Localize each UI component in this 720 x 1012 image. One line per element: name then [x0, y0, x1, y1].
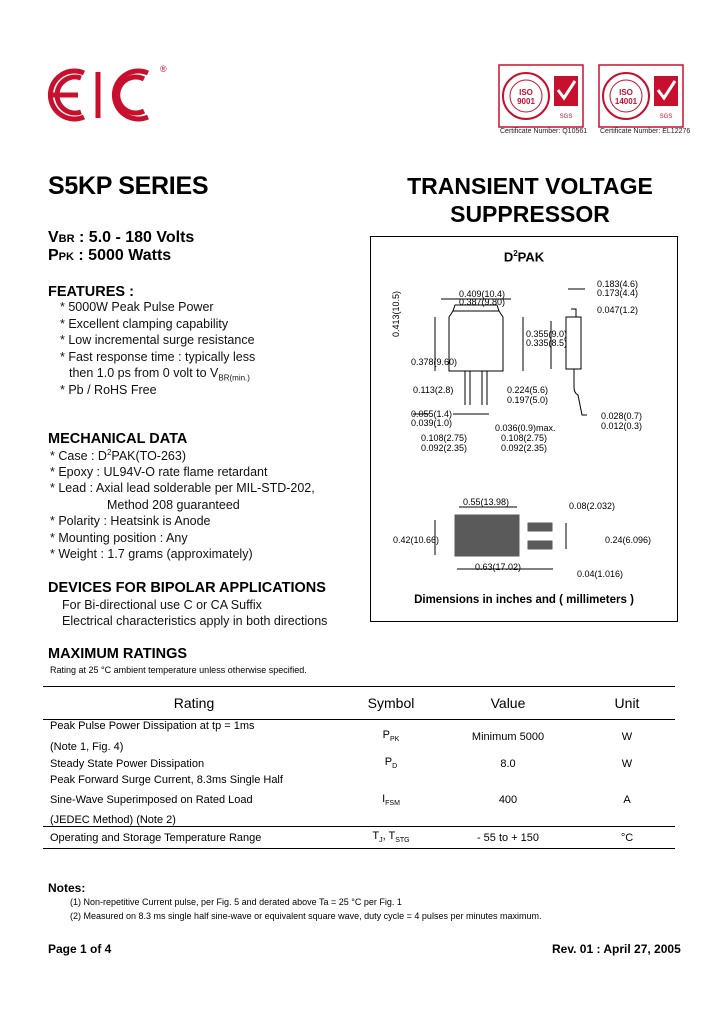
package-name: $D^2PAK$	[503, 249, 545, 265]
mechanical-item: * Polarity : Heatsink is Anode	[50, 514, 211, 528]
table-row	[43, 827, 675, 849]
bipolar-heading: DEVICES FOR BIPOLAR APPLICATIONS	[48, 580, 326, 596]
revision: Rev. 01 : April 27, 2005	[552, 942, 681, 956]
header-symbol: Symbol	[345, 687, 437, 720]
mechanical-item: * Lead : Axial lead solderable per MIL-STD-202,	[50, 481, 315, 495]
table-header-row	[43, 687, 675, 720]
features-heading: FEATURES :	[48, 284, 134, 300]
page-number: Page 1 of 4	[48, 942, 112, 956]
bipolar-line: For Bi-directional use C or CA Suffix	[62, 598, 262, 612]
dim-label: 0.197(5.0)	[507, 395, 549, 405]
feature-item: * Excellent clamping capability	[60, 317, 229, 331]
unit-cell: °C	[579, 827, 675, 849]
value-cell: - 55 to + 150	[437, 827, 579, 849]
dim-label: 0.355(9.0)	[526, 329, 568, 339]
dim-label: 0.08(2.032)	[569, 501, 616, 511]
dim-label: 0.387(9.80)	[459, 297, 506, 307]
dim-label: 0.108(2.75)	[501, 433, 548, 443]
iso-14001-seal	[598, 64, 684, 138]
dim-label: 0.42(10.66)	[393, 535, 440, 545]
svg-text:SGS: SGS	[659, 114, 673, 120]
feature-item: * Fast response time : typically less	[60, 350, 256, 364]
table-row	[43, 720, 675, 754]
ratings-table	[43, 686, 675, 849]
dim-label: 0.378(9.60)	[411, 357, 458, 367]
note-2: (2) Measured on 8.3 ms single half sine-wave or equivalent square wave, duty cycle = 4 pulses per minutes maximum.	[70, 911, 542, 921]
unit-cell: A	[623, 794, 631, 806]
value-cell: 8.0	[500, 757, 516, 770]
dim-label: 0.04(1.016)	[577, 569, 624, 579]
dim-label: 0.24(6.096)	[605, 535, 652, 545]
dim-label: 0.113(2.8)	[413, 385, 454, 395]
eic-logo	[40, 64, 180, 124]
table-row	[43, 774, 675, 827]
dimensions-caption: Dimensions in inches and ( millimeters )	[414, 594, 634, 606]
dim-label: 0.413(10.5)	[391, 290, 401, 337]
dim-label: 0.108(2.75)	[421, 433, 468, 443]
svg-text:9001: 9001	[517, 97, 535, 106]
series-title: S5KP SERIES	[48, 172, 209, 200]
dim-label: 0.409(10.4)	[459, 289, 506, 299]
header-unit: Unit	[579, 687, 675, 720]
dim-label: 0.047(1.2)	[597, 305, 639, 315]
dim-label: 0.173(4.4)	[597, 288, 639, 298]
rating-cell: Peak Pulse Power Dissipation at tp = 1ms (Note 1, Fig. 4)	[50, 720, 255, 753]
rating-cell: Steady State Power Dissipation	[50, 757, 205, 770]
symbol-cell: $P_D$	[384, 756, 398, 771]
header-value: Value	[437, 687, 579, 720]
svg-text:ISO: ISO	[519, 88, 533, 97]
rohs-item: * Pb / RoHS Free	[60, 383, 157, 397]
iso-9001-seal	[498, 64, 584, 138]
feature-item: * Low incremental surge resistance	[60, 333, 255, 347]
feature-item: * 5000W Peak Pulse Power	[60, 300, 214, 314]
unit-cell: W	[621, 757, 633, 770]
mechanical-item: * Mounting position : Any	[50, 531, 188, 545]
dim-label: 0.092(2.35)	[421, 443, 468, 453]
table-row	[43, 753, 675, 774]
header-rating: Rating	[43, 687, 345, 720]
mechanical-item: * Weight : 1.7 grams (approximately)	[50, 547, 253, 561]
dim-label: 0.055(1.4)	[411, 409, 453, 419]
ppk-spec: PPK : 5000 Watts	[48, 247, 172, 264]
dim-label: 0.036(0.9)max.	[495, 423, 556, 433]
note-1: (1) Non-repetitive Current pulse, per Fig. 5 and derated above Ta = 25 °C per Fig. 1	[70, 897, 402, 907]
dim-label: 0.335(8.5)	[526, 338, 568, 348]
dim-label: 0.039(1.0)	[411, 418, 453, 428]
rating-cell: Operating and Storage Temperature Range	[43, 827, 345, 849]
value-cell: 400	[498, 794, 518, 806]
symbol-cell: $P_{PK}$	[382, 729, 400, 744]
cert-number-14001: Certificate Number: EL12276	[600, 128, 691, 135]
registered-mark: ®	[160, 64, 167, 74]
rating-cell: Peak Forward Surge Current, 8.3ms Single Half Sine-Wave Superimposed on Rated Load (JEDEC Method) (Note 2)	[50, 774, 283, 826]
symbol-cell: $I_{FSM}$	[382, 792, 400, 808]
dim-label: 0.012(0.3)	[601, 421, 643, 431]
package-drawing	[370, 236, 678, 622]
feature-item: then 1.0 ps from 0 volt to $V_{BR(min.)}$	[69, 366, 250, 383]
mechanical-item: Method 208 guaranteed	[107, 498, 240, 512]
svg-text:14001: 14001	[614, 97, 638, 106]
dim-label: 0.092(2.35)	[501, 443, 548, 453]
cert-number-9001: Certificate Number: Q10561	[500, 128, 588, 135]
notes-heading: Notes:	[48, 881, 86, 895]
mechanical-item: * Epoxy : UL94V-O rate flame retardant	[50, 465, 268, 479]
value-cell: Minimum 5000	[471, 730, 545, 743]
dim-label: 0.028(0.7)	[601, 411, 643, 421]
unit-cell: W	[621, 730, 633, 743]
ratings-heading: MAXIMUM RATINGS	[48, 646, 188, 662]
svg-text:ISO: ISO	[619, 88, 633, 97]
symbol-cell: $T_J$, $T_{STG}$	[345, 827, 437, 849]
dim-label: 0.55(13.98)	[463, 497, 510, 507]
svg-text:SGS: SGS	[559, 114, 573, 120]
dim-label: 0.183(4.6)	[597, 279, 639, 289]
ratings-note: Rating at 25 °C ambient temperature unless otherwise specified.	[50, 665, 307, 675]
device-type-title: TRANSIENT VOLTAGE SUPPRESSOR	[407, 173, 653, 227]
dim-label: 0.63(17.02)	[475, 562, 522, 572]
vbr-spec: VBR : 5.0 - 180 Volts	[48, 229, 195, 246]
mechanical-heading: MECHANICAL DATA	[48, 431, 188, 447]
bipolar-line: Electrical characteristics apply in both directions	[62, 614, 328, 628]
dim-label: 0.224(5.6)	[507, 385, 549, 395]
mechanical-case: * Case : $D^2PAK(TO-263)$	[50, 448, 186, 464]
